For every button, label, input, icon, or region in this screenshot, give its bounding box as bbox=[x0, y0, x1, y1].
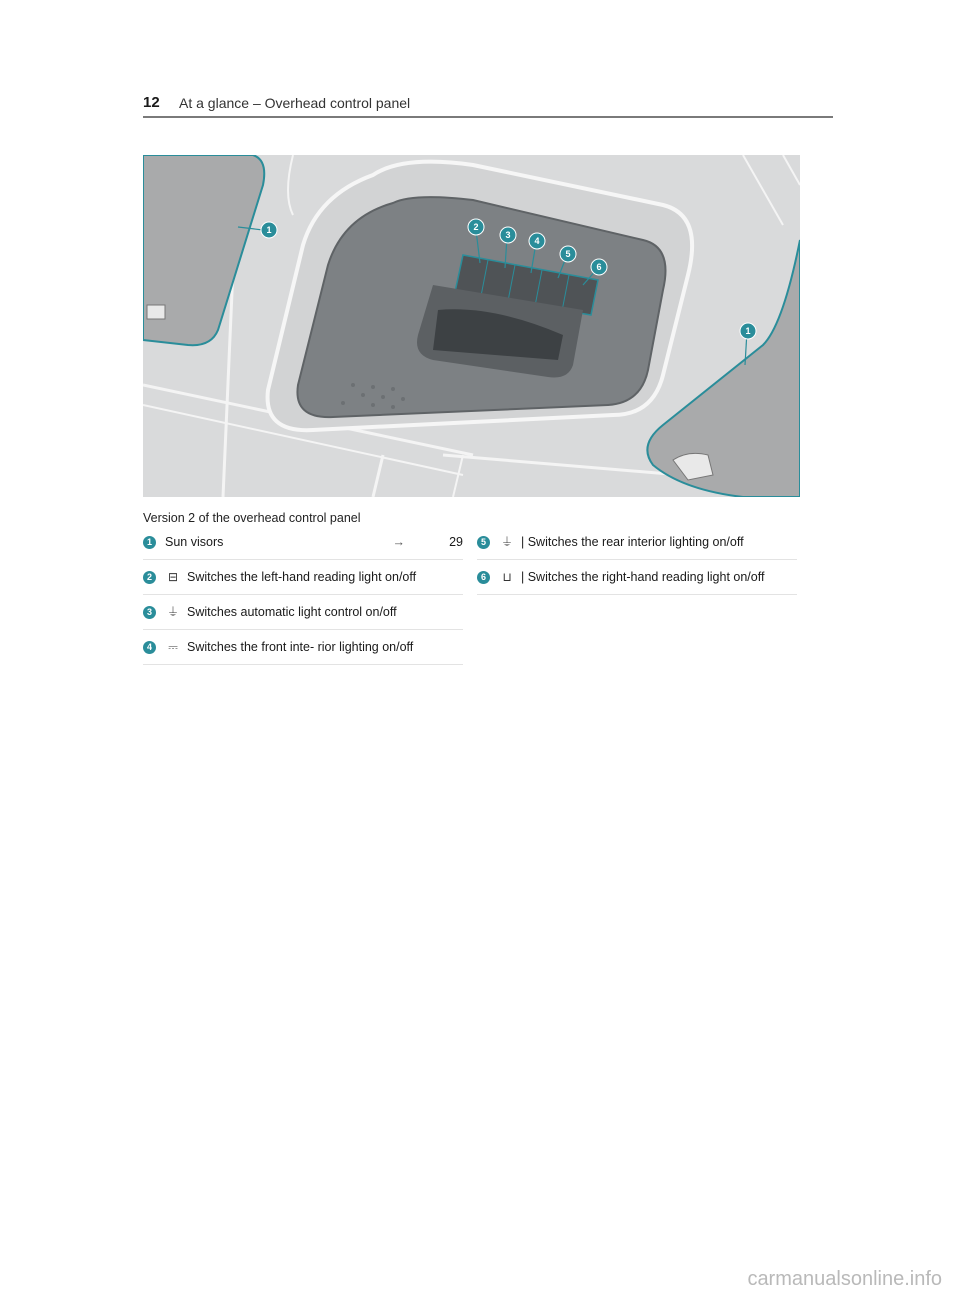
legend-column-right bbox=[477, 530, 797, 595]
legend-item-front-interior-lighting bbox=[143, 630, 463, 665]
item-text: Sun visors bbox=[165, 535, 224, 549]
callout-5: 5 bbox=[565, 249, 571, 259]
legend-column-left bbox=[143, 530, 463, 665]
reading-light-left-icon: ⊟ bbox=[167, 570, 179, 584]
legend-item-left-reading-light bbox=[143, 560, 463, 595]
legend-item-sun-visors bbox=[143, 530, 463, 560]
item-text: | Switches the right-hand reading light on/off bbox=[521, 570, 765, 584]
item-number-badge: 5 bbox=[477, 536, 490, 549]
page-ref-arrow-icon: → bbox=[392, 535, 405, 549]
overhead-control-panel-illustration bbox=[143, 155, 800, 497]
auto-light-icon: ⏚ bbox=[166, 605, 179, 619]
page-number: 12 bbox=[143, 94, 160, 111]
rear-interior-light-icon: ⏚ bbox=[500, 535, 513, 549]
item-number-badge: 6 bbox=[477, 571, 490, 584]
page-header bbox=[143, 94, 833, 118]
item-number-badge: 3 bbox=[143, 606, 156, 619]
callout-3: 3 bbox=[505, 230, 511, 240]
callout-4: 4 bbox=[534, 236, 540, 246]
callout-6: 6 bbox=[596, 262, 602, 272]
figure-caption: Version 2 of the overhead control panel bbox=[143, 511, 361, 525]
legend-item-auto-light-control bbox=[143, 595, 463, 630]
header-rule bbox=[143, 116, 833, 118]
legend-item-rear-interior-lighting bbox=[477, 530, 797, 560]
item-text: Switches the left-hand reading light on/off bbox=[187, 570, 417, 584]
watermark-footer: carmanualsonline.info bbox=[747, 1268, 942, 1290]
page-title: At a glance – Overhead control panel bbox=[179, 95, 411, 111]
item-number-badge: 2 bbox=[143, 571, 156, 584]
callout-2: 2 bbox=[473, 222, 479, 232]
item-text: Switches automatic light control on/off bbox=[187, 605, 397, 619]
item-number-badge: 4 bbox=[143, 641, 156, 654]
item-text: Switches the front inte- rior lighting on/off bbox=[187, 640, 414, 654]
page-reference-link[interactable]: 29 bbox=[449, 535, 463, 549]
legend-item-right-reading-light bbox=[477, 560, 797, 595]
item-number-badge: 1 bbox=[143, 536, 156, 549]
reading-light-right-icon: ⊔ bbox=[502, 570, 512, 584]
front-interior-light-icon: ⎓ bbox=[168, 640, 178, 654]
callout-1-right: 1 bbox=[745, 326, 751, 336]
callout-1-left: 1 bbox=[266, 225, 272, 235]
item-text: | Switches the rear interior lighting on/off bbox=[521, 535, 744, 549]
